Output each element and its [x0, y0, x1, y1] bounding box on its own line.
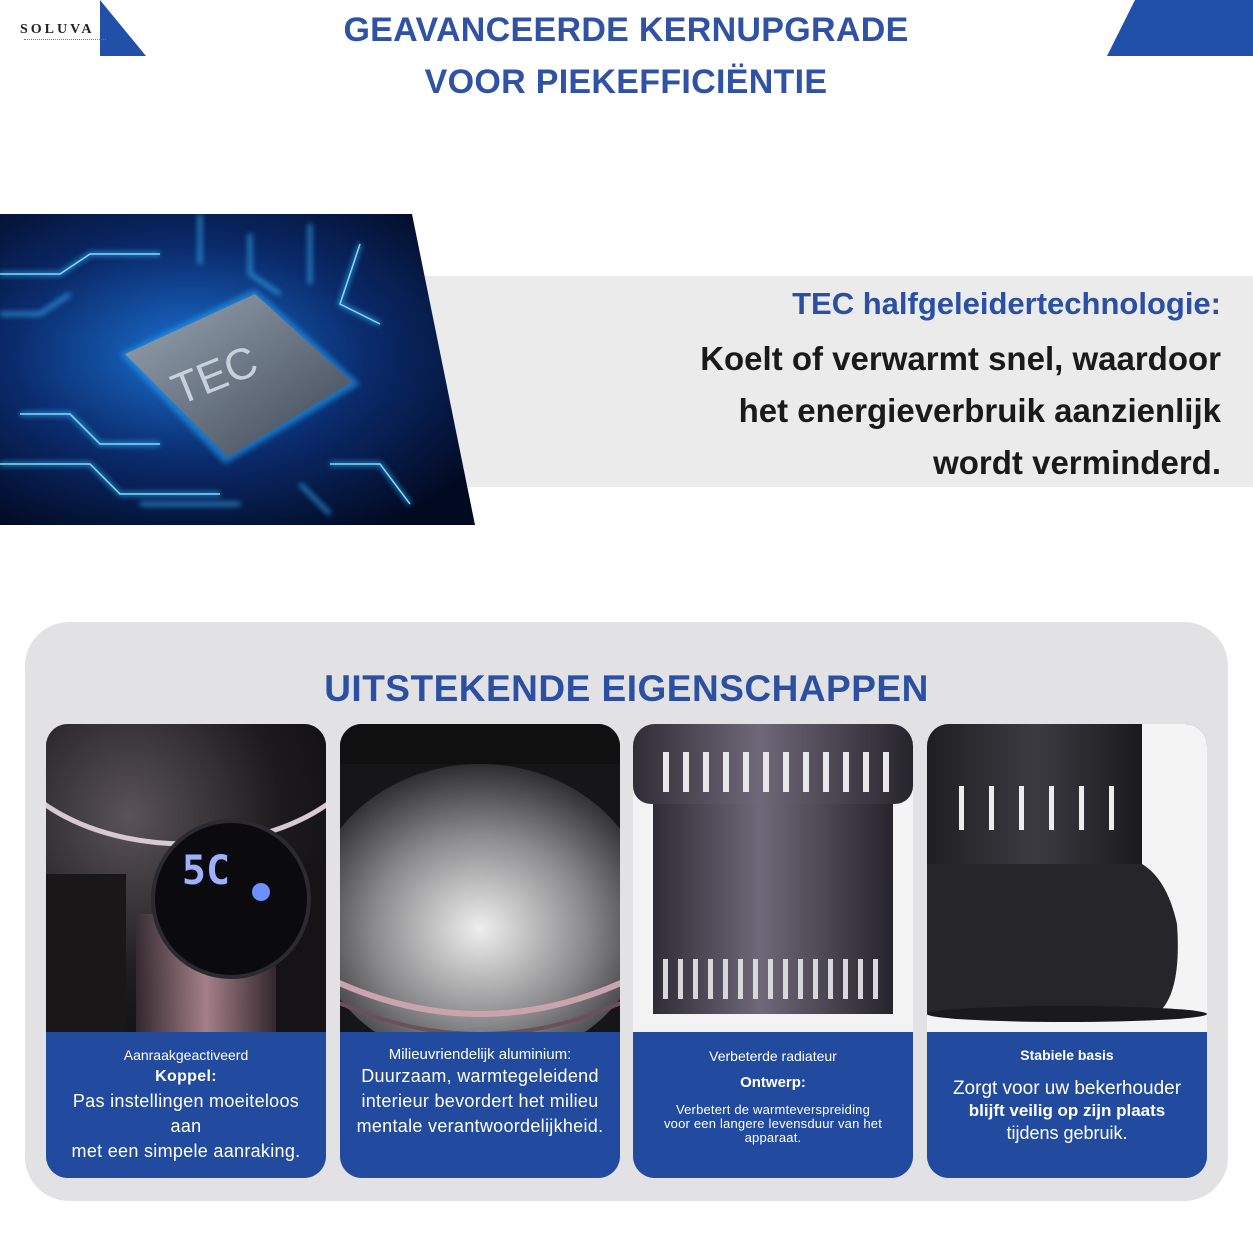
touch-display-photo [46, 724, 326, 1032]
touch-display-readout: 5C [181, 848, 231, 894]
feature-caption-line: tijdens gebruik. [1006, 1123, 1128, 1143]
feature-card-radiator [633, 724, 913, 1178]
feature-caption-line: Ontwerp: [740, 1074, 806, 1091]
feature-caption-line: apparaat. [744, 1130, 802, 1145]
feature-caption-line: Aanraakgeactiveerd [123, 1047, 249, 1063]
feature-caption-line: Zorgt voor uw bekerhouder [952, 1078, 1182, 1099]
tec-description [581, 333, 1221, 489]
snowflake-icon [252, 883, 270, 901]
radiator-photo [633, 724, 913, 1032]
tec-description-line1: Koelt of verwarmt snel, waardoor [700, 340, 1221, 377]
brand-logo-tagline [24, 39, 106, 42]
feature-caption-line: Duurzaam, warmtegeleidend [361, 1066, 599, 1086]
tec-description-line2: het energieverbruik aanzienlijk [738, 392, 1221, 429]
feature-caption-line: Verbeterde radiateur [709, 1048, 837, 1064]
feature-caption-touch [46, 1032, 326, 1178]
feature-caption-base [927, 1032, 1207, 1178]
tec-chip-label: TEC [164, 336, 265, 415]
feature-caption-line: Pas instellingen moeiteloos [72, 1091, 300, 1111]
feature-caption-radiator [633, 1032, 913, 1178]
feature-card-aluminium [340, 724, 620, 1178]
feature-card-base [927, 724, 1207, 1178]
page-title [256, 4, 996, 108]
feature-caption-line: aan [170, 1116, 202, 1136]
feature-caption-line: mentale verantwoordelijkheid. [356, 1116, 604, 1136]
tec-heading: TEC halfgeleidertechnologie: [792, 286, 1221, 321]
aluminium-interior-photo [340, 724, 620, 1032]
tec-chip-image [0, 214, 475, 525]
tec-description-line3: wordt verminderd. [933, 444, 1221, 481]
feature-card-touch [46, 724, 326, 1178]
corner-accent-right [1107, 0, 1253, 56]
feature-caption-line: interieur bevordert het milieu [361, 1091, 599, 1111]
feature-caption-line: blijft veilig op zijn plaats [968, 1101, 1166, 1120]
page-title-line2: VOOR PIEKEFFICIËNTIE [424, 63, 828, 101]
feature-caption-line: Verbetert de warmteverspreiding [675, 1102, 871, 1117]
feature-caption-line: Stabiele basis [1020, 1047, 1114, 1063]
feature-caption-line: Koppel: [155, 1068, 217, 1085]
page-title-line1: GEAVANCEERDE KERNUPGRADE [343, 11, 909, 49]
feature-caption-line: voor een langere levensduur van het [663, 1116, 883, 1131]
brand-logo: SOLUVA [20, 22, 95, 37]
feature-caption-aluminium [340, 1032, 620, 1178]
feature-caption-line: Milieuvriendelijk aluminium: [388, 1046, 572, 1063]
feature-caption-line: met een simpele aanraking. [71, 1141, 301, 1161]
stable-base-photo [927, 724, 1207, 1032]
corner-accent-left [100, 0, 146, 56]
features-title: UITSTEKENDE EIGENSCHAPPEN [324, 668, 929, 709]
